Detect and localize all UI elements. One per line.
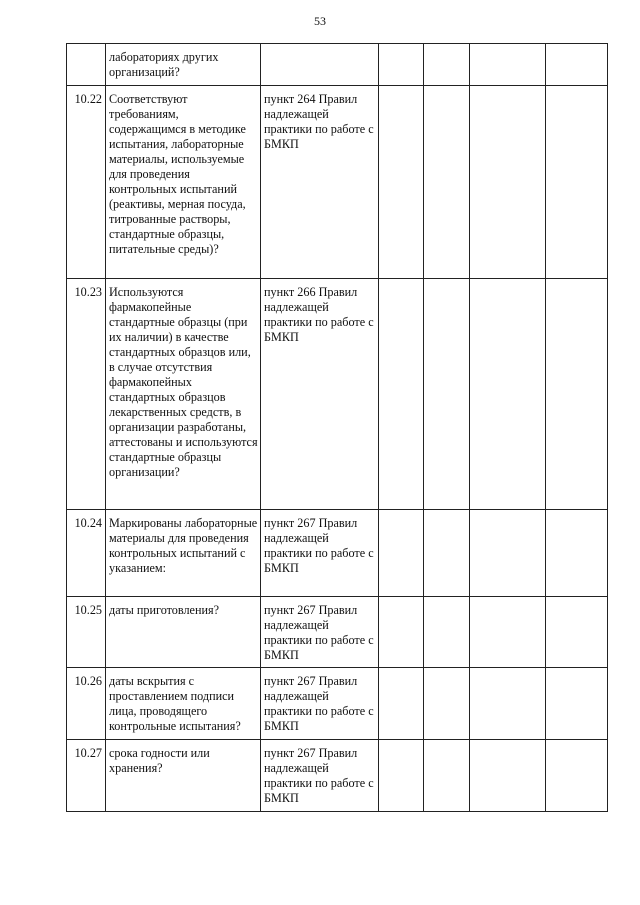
remarks-cell[interactable] [546, 279, 608, 510]
row-reference: пункт 267 Правил надлежащей практики по работе с БМКП [261, 510, 379, 597]
row-reference: пункт 267 Правил надлежащей практики по работе с БМКП [261, 740, 379, 812]
row-number: 10.27 [67, 740, 106, 812]
page-number: 53 [314, 14, 326, 28]
answer-no-cell[interactable] [424, 740, 470, 812]
not-applicable-cell[interactable] [470, 510, 546, 597]
answer-yes-cell[interactable] [379, 510, 424, 597]
answer-yes-cell[interactable] [379, 668, 424, 740]
row-reference: пункт 264 Правил надлежащей практики по работе с БМКП [261, 86, 379, 279]
table-row [67, 668, 608, 740]
answer-yes-cell[interactable] [379, 44, 424, 86]
row-question: Соответствуют требованиям, содержащимся в методике испытания, лабораторные материалы, используемые для проведения контрольных испытаний (реактивы, мерная посуда, титрованные растворы, стандартные образцы, питательные среды)? [106, 86, 261, 279]
row-reference: пункт 266 Правил надлежащей практики по работе с БМКП [261, 279, 379, 510]
row-number: 10.24 [67, 510, 106, 597]
remarks-cell[interactable] [546, 668, 608, 740]
not-applicable-cell[interactable] [470, 86, 546, 279]
remarks-cell[interactable] [546, 44, 608, 86]
answer-no-cell[interactable] [424, 510, 470, 597]
not-applicable-cell[interactable] [470, 44, 546, 86]
row-reference: пункт 267 Правил надлежащей практики по работе с БМКП [261, 597, 379, 668]
row-question: даты вскрытия с проставлением подписи лица, проводящего контрольные испытания? [106, 668, 261, 740]
answer-yes-cell[interactable] [379, 597, 424, 668]
answer-no-cell[interactable] [424, 279, 470, 510]
remarks-cell[interactable] [546, 510, 608, 597]
checklist-table [66, 43, 608, 812]
table-row [67, 510, 608, 597]
not-applicable-cell[interactable] [470, 279, 546, 510]
row-question: Маркированы лабораторные материалы для проведения контрольных испытаний с указанием: [106, 510, 261, 597]
table-row [67, 597, 608, 668]
answer-no-cell[interactable] [424, 668, 470, 740]
table-row [67, 44, 608, 86]
remarks-cell[interactable] [546, 86, 608, 279]
not-applicable-cell[interactable] [470, 668, 546, 740]
remarks-cell[interactable] [546, 597, 608, 668]
answer-yes-cell[interactable] [379, 279, 424, 510]
row-question: срока годности или хранения? [106, 740, 261, 812]
table-row [67, 279, 608, 510]
row-reference: пункт 267 Правил надлежащей практики по работе с БМКП [261, 668, 379, 740]
row-number [67, 44, 106, 86]
row-question: даты приготовления? [106, 597, 261, 668]
row-number: 10.25 [67, 597, 106, 668]
answer-no-cell[interactable] [424, 597, 470, 668]
answer-yes-cell[interactable] [379, 86, 424, 279]
row-reference [261, 44, 379, 86]
answer-no-cell[interactable] [424, 44, 470, 86]
remarks-cell[interactable] [546, 740, 608, 812]
answer-yes-cell[interactable] [379, 740, 424, 812]
row-question: лабораториях других организаций? [106, 44, 261, 86]
row-number: 10.23 [67, 279, 106, 510]
row-number: 10.26 [67, 668, 106, 740]
table-row [67, 740, 608, 812]
answer-no-cell[interactable] [424, 86, 470, 279]
row-question: Используются фармакопейные стандартные образцы (при их наличии) в качестве стандартных образцов или, в случае отсутствия фармакопейных стандартных образцов лекарственных средств, в организации разработаны, аттестованы и используются стандартные образцы организации? [106, 279, 261, 510]
not-applicable-cell[interactable] [470, 740, 546, 812]
row-number: 10.22 [67, 86, 106, 279]
not-applicable-cell[interactable] [470, 597, 546, 668]
table-row [67, 86, 608, 279]
